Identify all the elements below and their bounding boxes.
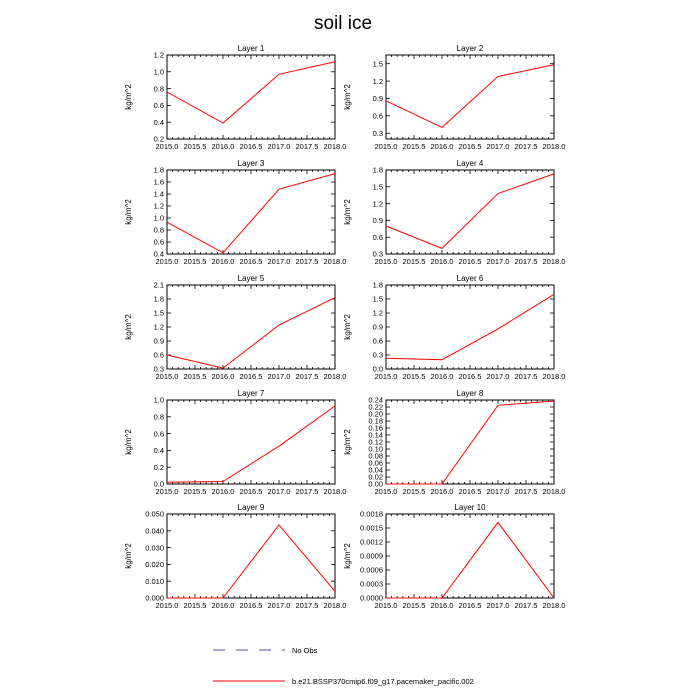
x-tick-label: 2018.0 — [323, 257, 347, 266]
plot-frame — [167, 170, 335, 254]
panel-title: Layer 5 — [237, 274, 265, 283]
series-line — [167, 525, 335, 598]
series-line — [386, 65, 554, 128]
panel-title: Layer 8 — [456, 389, 484, 398]
y-tick-label: 0.000 — [145, 593, 164, 603]
panel-title: Layer 10 — [454, 503, 486, 512]
plot-frame — [386, 55, 554, 139]
y-tick-label: 1.2 — [372, 308, 383, 318]
x-tick-label: 2016.0 — [430, 601, 454, 610]
chart-layer-9 — [124, 503, 346, 610]
y-tick-label: 1.6 — [153, 177, 164, 187]
x-tick-label: 2017.5 — [514, 257, 538, 266]
legend — [213, 646, 474, 686]
y-tick-label: 0.6 — [153, 350, 164, 360]
y-tick-label: 0.4 — [153, 117, 164, 127]
plot-frame — [386, 514, 554, 598]
x-tick-label: 2015.0 — [374, 372, 398, 381]
y-tick-label: 0.00 — [368, 479, 383, 489]
y-axis-label: kg/m^2 — [343, 429, 352, 455]
x-tick-label: 2015.0 — [155, 372, 179, 381]
x-tick-label: 2015.5 — [402, 601, 426, 610]
y-tick-label: 0.10 — [368, 444, 383, 454]
chart-layer-2 — [343, 44, 565, 151]
x-tick-label: 2016.5 — [458, 372, 482, 381]
chart-layer-3 — [124, 159, 346, 266]
y-tick-label: 0.050 — [145, 509, 164, 519]
y-tick-label: 1.2 — [372, 199, 383, 209]
y-tick-label: 0.9 — [153, 336, 164, 346]
x-tick-label: 2017.0 — [486, 487, 510, 496]
panel-title: Layer 6 — [456, 274, 484, 283]
y-axis-label: kg/m^2 — [124, 84, 133, 110]
y-tick-label: 0.0015 — [360, 523, 383, 533]
x-tick-label: 2015.5 — [402, 257, 426, 266]
y-tick-label: 0.9 — [372, 322, 383, 332]
y-tick-label: 0.0003 — [360, 579, 383, 589]
y-tick-label: 0.02 — [368, 472, 383, 482]
panel-title: Layer 3 — [237, 159, 265, 168]
y-tick-label: 1.5 — [372, 59, 383, 69]
y-tick-label: 0.6 — [372, 232, 383, 242]
x-tick-label: 2017.5 — [514, 487, 538, 496]
x-tick-label: 2016.0 — [211, 372, 235, 381]
y-tick-label: 1.0 — [153, 395, 164, 405]
x-tick-label: 2016.5 — [458, 487, 482, 496]
x-tick-label: 2015.5 — [183, 142, 207, 151]
x-tick-label: 2018.0 — [542, 257, 566, 266]
y-tick-label: 0.12 — [368, 437, 383, 447]
x-tick-label: 2015.0 — [374, 601, 398, 610]
x-tick-label: 2016.0 — [211, 257, 235, 266]
x-tick-label: 2017.5 — [295, 257, 319, 266]
series-line — [386, 294, 554, 359]
y-tick-label: 0.8 — [153, 412, 164, 422]
y-tick-label: 2.1 — [153, 280, 164, 290]
chart-layer-7 — [124, 389, 346, 496]
x-tick-label: 2018.0 — [323, 372, 347, 381]
x-tick-label: 2015.0 — [374, 487, 398, 496]
x-tick-label: 2017.0 — [267, 142, 291, 151]
x-tick-label: 2015.5 — [183, 601, 207, 610]
x-tick-label: 2017.5 — [295, 372, 319, 381]
x-tick-label: 2017.5 — [295, 487, 319, 496]
y-tick-label: 0.9 — [372, 94, 383, 104]
y-tick-label: 0.18 — [368, 416, 383, 426]
y-tick-label: 0.22 — [368, 402, 383, 412]
plot-frame — [167, 400, 335, 484]
x-tick-label: 2015.5 — [183, 257, 207, 266]
y-tick-label: 0.04 — [368, 465, 383, 475]
y-axis-label: kg/m^2 — [343, 314, 352, 340]
panel-title: Layer 2 — [456, 44, 484, 53]
y-tick-label: 0.08 — [368, 451, 383, 461]
y-tick-label: 0.3 — [372, 128, 383, 138]
y-tick-label: 0.0 — [153, 479, 164, 489]
y-tick-label: 1.8 — [372, 165, 383, 175]
y-tick-label: 0.8 — [153, 225, 164, 235]
legend-label-no-obs: No Obs — [292, 646, 318, 655]
x-tick-label: 2016.0 — [430, 142, 454, 151]
x-tick-label: 2018.0 — [542, 142, 566, 151]
chart-layer-4 — [343, 159, 565, 266]
x-tick-label: 2015.0 — [155, 142, 179, 151]
y-tick-label: 1.8 — [372, 280, 383, 290]
x-tick-label: 2015.0 — [374, 142, 398, 151]
x-tick-label: 2016.0 — [211, 142, 235, 151]
x-tick-label: 2017.0 — [267, 487, 291, 496]
x-tick-label: 2017.0 — [486, 142, 510, 151]
x-tick-label: 2017.5 — [514, 142, 538, 151]
y-tick-label: 0.6 — [372, 111, 383, 121]
y-tick-label: 1.5 — [372, 294, 383, 304]
y-tick-label: 0.010 — [145, 576, 164, 586]
y-tick-label: 1.0 — [153, 67, 164, 77]
x-tick-label: 2018.0 — [542, 372, 566, 381]
panel-title: Layer 9 — [237, 503, 265, 512]
chart-layer-6 — [343, 274, 565, 381]
chart-layer-1 — [124, 44, 346, 151]
x-tick-label: 2018.0 — [323, 487, 347, 496]
x-tick-label: 2016.5 — [239, 601, 263, 610]
y-tick-label: 1.5 — [153, 308, 164, 318]
x-tick-label: 2015.0 — [155, 487, 179, 496]
x-tick-label: 2015.5 — [402, 372, 426, 381]
series-line — [167, 298, 335, 369]
chart-layer-10 — [343, 503, 565, 610]
y-tick-label: 0.0000 — [360, 593, 383, 603]
y-tick-label: 0.20 — [368, 409, 383, 419]
y-tick-label: 0.9 — [372, 216, 383, 226]
y-tick-label: 0.0018 — [360, 509, 383, 519]
series-line — [167, 62, 335, 123]
series-line — [386, 401, 554, 484]
y-tick-label: 0.2 — [153, 134, 164, 144]
y-tick-label: 0.4 — [153, 446, 164, 456]
x-tick-label: 2016.5 — [239, 372, 263, 381]
plot-frame — [386, 400, 554, 484]
x-tick-label: 2015.5 — [402, 142, 426, 151]
x-tick-label: 2016.0 — [430, 257, 454, 266]
x-tick-label: 2018.0 — [542, 601, 566, 610]
panel-title: Layer 7 — [237, 389, 265, 398]
y-tick-label: 0.06 — [368, 458, 383, 468]
x-tick-label: 2016.0 — [430, 487, 454, 496]
y-tick-label: 0.6 — [153, 101, 164, 111]
series-line — [167, 406, 335, 482]
x-tick-label: 2016.5 — [239, 257, 263, 266]
y-tick-label: 0.3 — [153, 364, 164, 374]
y-axis-label: kg/m^2 — [124, 543, 133, 569]
y-tick-label: 0.020 — [145, 560, 164, 570]
figure-title: soil ice — [313, 13, 373, 34]
y-tick-label: 1.8 — [153, 165, 164, 175]
x-tick-label: 2018.0 — [542, 487, 566, 496]
y-tick-label: 1.0 — [153, 213, 164, 223]
x-tick-label: 2015.5 — [402, 487, 426, 496]
y-tick-label: 1.2 — [153, 201, 164, 211]
x-tick-label: 2017.0 — [486, 257, 510, 266]
x-tick-label: 2016.0 — [211, 487, 235, 496]
x-tick-label: 2015.0 — [374, 257, 398, 266]
x-tick-label: 2015.5 — [183, 487, 207, 496]
x-tick-label: 2018.0 — [323, 142, 347, 151]
x-tick-label: 2015.5 — [183, 372, 207, 381]
legend-label-model: b.e21.BSSP370cmip6.f09_g17.pacemaker_pacific.002 — [292, 677, 474, 686]
x-tick-label: 2017.5 — [295, 142, 319, 151]
x-tick-label: 2017.0 — [267, 372, 291, 381]
y-tick-label: 0.14 — [368, 430, 383, 440]
x-tick-label: 2017.0 — [267, 257, 291, 266]
y-tick-label: 1.2 — [372, 76, 383, 86]
panels-group — [124, 44, 565, 610]
x-tick-label: 2017.5 — [295, 601, 319, 610]
x-tick-label: 2017.5 — [514, 601, 538, 610]
series-line — [386, 174, 554, 249]
y-tick-label: 0.8 — [153, 84, 164, 94]
y-tick-label: 0.16 — [368, 423, 383, 433]
x-tick-label: 2016.5 — [458, 601, 482, 610]
y-tick-label: 0.3 — [372, 249, 383, 259]
chart-layer-8 — [343, 389, 565, 496]
y-tick-label: 0.0012 — [360, 537, 383, 547]
y-tick-label: 0.6 — [372, 336, 383, 346]
x-tick-label: 2018.0 — [323, 601, 347, 610]
y-tick-label: 0.0006 — [360, 565, 383, 575]
y-tick-label: 1.4 — [153, 189, 164, 199]
x-tick-label: 2016.0 — [430, 372, 454, 381]
y-tick-label: 0.4 — [153, 249, 164, 259]
y-tick-label: 0.6 — [153, 429, 164, 439]
x-tick-label: 2017.0 — [486, 372, 510, 381]
x-tick-label: 2017.0 — [486, 601, 510, 610]
y-axis-label: kg/m^2 — [124, 314, 133, 340]
y-tick-label: 0.0009 — [360, 551, 383, 561]
panel-title: Layer 4 — [456, 159, 484, 168]
y-tick-label: 1.2 — [153, 322, 164, 332]
y-axis-label: kg/m^2 — [343, 199, 352, 225]
y-tick-label: 0.0 — [372, 364, 383, 374]
x-tick-label: 2015.0 — [155, 257, 179, 266]
y-tick-label: 0.24 — [368, 395, 383, 405]
y-tick-label: 0.6 — [153, 237, 164, 247]
y-tick-label: 0.3 — [372, 350, 383, 360]
y-tick-label: 1.5 — [372, 182, 383, 192]
x-tick-label: 2016.5 — [239, 142, 263, 151]
plot-frame — [386, 285, 554, 369]
y-axis-label: kg/m^2 — [124, 199, 133, 225]
y-axis-label: kg/m^2 — [124, 429, 133, 455]
x-tick-label: 2017.5 — [514, 372, 538, 381]
x-tick-label: 2015.0 — [155, 601, 179, 610]
x-tick-label: 2016.5 — [458, 142, 482, 151]
x-tick-label: 2016.0 — [211, 601, 235, 610]
x-tick-label: 2016.5 — [239, 487, 263, 496]
y-tick-label: 1.8 — [153, 294, 164, 304]
x-tick-label: 2016.5 — [458, 257, 482, 266]
panel-title: Layer 1 — [237, 44, 265, 53]
y-axis-label: kg/m^2 — [343, 543, 352, 569]
y-tick-label: 1.2 — [153, 50, 164, 60]
y-tick-label: 0.030 — [145, 543, 164, 553]
y-axis-label: kg/m^2 — [343, 84, 352, 110]
y-tick-label: 0.040 — [145, 526, 164, 536]
series-line — [167, 174, 335, 253]
chart-layer-5 — [124, 274, 346, 381]
y-tick-label: 0.2 — [153, 462, 164, 472]
plot-frame — [167, 285, 335, 369]
series-line — [386, 522, 554, 598]
plot-frame — [167, 514, 335, 598]
x-tick-label: 2017.0 — [267, 601, 291, 610]
